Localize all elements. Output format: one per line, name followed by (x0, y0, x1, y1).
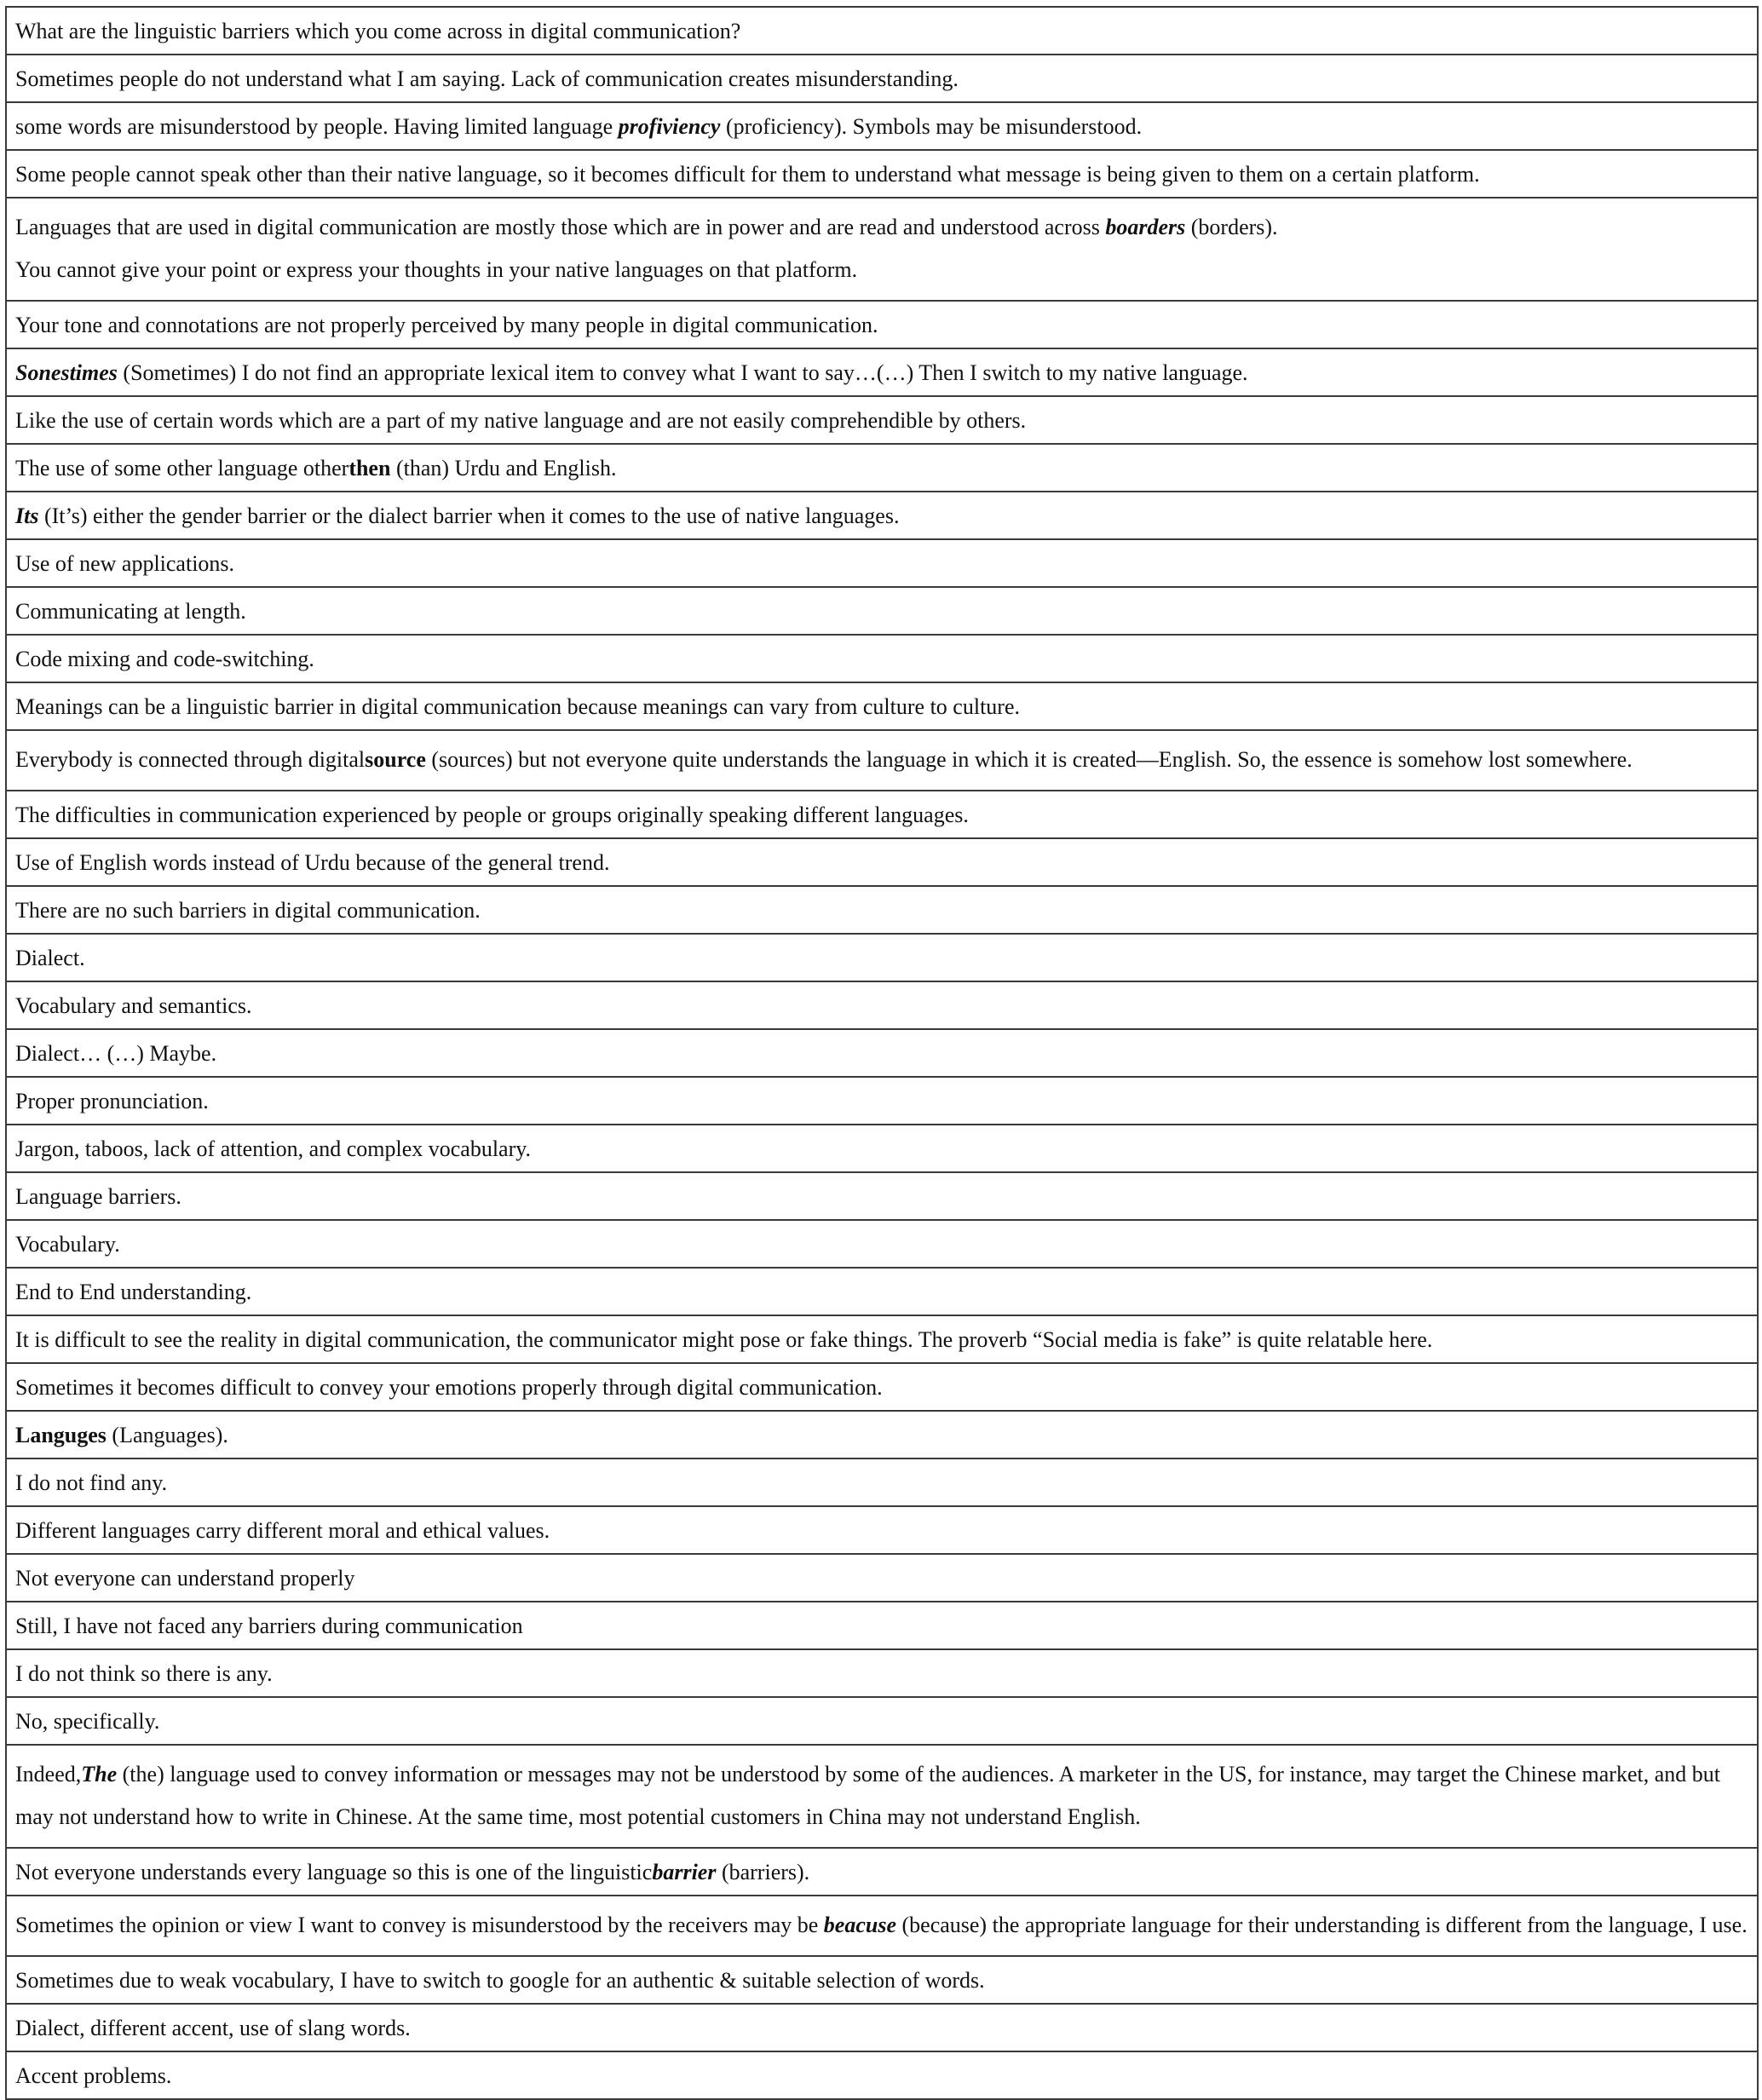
response-cell (6, 396, 1758, 444)
response-cell (6, 886, 1758, 934)
highlighted-term: barrier (652, 1860, 717, 1884)
response-text: Sometimes people do not understand what I am saying. Lack of communication creates misunderstanding. (15, 66, 959, 91)
response-text: Language barriers. (15, 1184, 181, 1209)
response-text: The difficulties in communication experienced by people or groups originally speaking different languages. (15, 803, 969, 827)
response-row (6, 791, 1758, 838)
response-row (6, 1697, 1758, 1745)
highlighted-term: Sonestimes (15, 360, 118, 385)
response-text: (borders). (1185, 215, 1278, 239)
response-row (6, 1506, 1758, 1554)
response-text: Communicating at length. (15, 599, 246, 624)
response-text: Use of new applications. (15, 551, 235, 576)
response-cell (6, 1411, 1758, 1458)
response-cell (6, 587, 1758, 635)
response-cell (6, 838, 1758, 886)
response-cell (6, 55, 1758, 102)
response-cell (6, 791, 1758, 838)
highlighted-term: Its (15, 503, 39, 528)
response-cell (6, 1848, 1758, 1896)
response-text: Like the use of certain words which are a part of my native language and are not easily comprehendible by others. (15, 408, 1027, 433)
response-row (6, 102, 1758, 150)
response-text: I do not find any. (15, 1470, 168, 1495)
response-text: Indeed, (15, 1762, 82, 1786)
response-row (6, 682, 1758, 730)
response-cell (6, 444, 1758, 492)
highlighted-term: boarders (1105, 215, 1186, 239)
response-text: (barriers). (716, 1860, 810, 1884)
response-text: (than) Urdu and English. (390, 456, 617, 480)
response-text: Still, I have not faced any barriers during communication (15, 1614, 523, 1638)
response-text: (Sometimes) I do not find an appropriate lexical item to convey what I want to say…(…) Then I switch to my native language. (117, 360, 1248, 385)
response-cell (6, 682, 1758, 730)
response-row (6, 2004, 1758, 2051)
response-text: Meanings can be a linguistic barrier in digital communication because meanings can vary from culture to culture. (15, 694, 1020, 719)
response-cell (6, 492, 1758, 539)
response-cell (6, 1697, 1758, 1745)
response-cell (6, 1172, 1758, 1220)
response-text: Your tone and connotations are not properly perceived by many people in digital communication. (15, 313, 878, 337)
response-text: (It’s) either the gender barrier or the dialect barrier when it comes to the use of native languages. (38, 503, 900, 528)
response-text: Sometimes the opinion or view I want to convey is misunderstood by the receivers may be (15, 1913, 824, 1937)
response-row (6, 1458, 1758, 1506)
highlighted-term: profiviency (618, 114, 721, 139)
response-row (6, 1745, 1758, 1848)
response-cell (6, 934, 1758, 981)
response-row (6, 587, 1758, 635)
response-text: Everybody is connected through digital (15, 747, 366, 772)
response-text: Languages that are used in digital communication are mostly those which are in power and are read and understood across (15, 215, 1106, 239)
response-row (6, 492, 1758, 539)
response-line (15, 206, 1748, 249)
response-cell (6, 1956, 1758, 2004)
response-cell (6, 1268, 1758, 1315)
response-text: Accent problems. (15, 2063, 172, 2088)
response-text: The use of some other language other (15, 456, 349, 480)
response-cell (6, 1649, 1758, 1697)
response-row (6, 1848, 1758, 1896)
response-text: Not everyone can understand properly (15, 1566, 355, 1591)
response-text: Not everyone understands every language so this is one of the linguistic (15, 1860, 653, 1884)
responses-table (5, 6, 1759, 2100)
response-text: Vocabulary. (15, 1232, 120, 1257)
response-cell (6, 2004, 1758, 2051)
highlighted-term: The (81, 1762, 118, 1786)
response-row (6, 396, 1758, 444)
response-text: Use of English words instead of Urdu because of the general trend. (15, 850, 610, 875)
response-row (6, 1029, 1758, 1077)
response-cell (6, 981, 1758, 1029)
response-row (6, 1315, 1758, 1363)
response-row (6, 1077, 1758, 1125)
response-row (6, 539, 1758, 587)
highlighted-term: source (365, 747, 426, 772)
response-row (6, 1956, 1758, 2004)
response-cell (6, 1745, 1758, 1848)
question-cell: What are the linguistic barriers which you come across in digital communication? (6, 7, 1758, 55)
response-row (6, 1602, 1758, 1649)
response-row (6, 730, 1758, 791)
response-cell (6, 1896, 1758, 1956)
response-text: There are no such barriers in digital communication. (15, 898, 481, 923)
response-text: Sometimes due to weak vocabulary, I have to switch to google for an authentic & suitable selection of words. (15, 1968, 985, 1993)
response-text: Some people cannot speak other than their native language, so it becomes difficult for them to understand what message is being given to them on a certain platform. (15, 162, 1480, 187)
response-row (6, 1268, 1758, 1315)
response-text: (proficiency). Symbols may be misunderstood. (720, 114, 1143, 139)
response-row (6, 635, 1758, 682)
response-text: Jargon, taboos, lack of attention, and complex vocabulary. (15, 1136, 532, 1161)
response-cell (6, 1077, 1758, 1125)
response-text: Proper pronunciation. (15, 1089, 209, 1113)
response-row (6, 1220, 1758, 1268)
response-text: (because) the appropriate language for their understanding is different from the language, I use. (896, 1913, 1748, 1937)
response-row (6, 838, 1758, 886)
response-row (6, 934, 1758, 981)
highlighted-term: then (348, 456, 391, 480)
response-text: Dialect. (15, 946, 85, 970)
response-cell (6, 539, 1758, 587)
response-cell (6, 1125, 1758, 1172)
response-cell (6, 1458, 1758, 1506)
response-cell (6, 1506, 1758, 1554)
response-cell (6, 348, 1758, 396)
response-cell (6, 102, 1758, 150)
response-cell (6, 635, 1758, 682)
response-text: I do not think so there is any. (15, 1661, 273, 1686)
response-cell (6, 1363, 1758, 1411)
response-row (6, 886, 1758, 934)
response-text: It is difficult to see the reality in digital communication, the communicator might pose or fake things. The proverb “Social media is fake” is quite relatable here. (15, 1327, 1433, 1352)
response-text: No, specifically. (15, 1709, 160, 1734)
table-body (6, 7, 1758, 2099)
response-text: (Languages). (106, 1423, 228, 1447)
response-text: (the) language used to convey information or messages may not be understood by some of the audiences. A marketer in the US, for instance, may target the Chinese market, and but may not understand how to write in Chinese. At the same time, most potential customers in China may not understand English. (15, 1762, 1720, 1829)
response-row (6, 1125, 1758, 1172)
response-cell (6, 150, 1758, 198)
response-line (15, 249, 1748, 291)
response-cell (6, 1315, 1758, 1363)
response-row (6, 444, 1758, 492)
response-row (6, 1896, 1758, 1956)
response-cell (6, 301, 1758, 348)
response-cell (6, 730, 1758, 791)
response-text: Code mixing and code-switching. (15, 647, 314, 671)
response-row (6, 1363, 1758, 1411)
response-cell (6, 1602, 1758, 1649)
response-cell (6, 1029, 1758, 1077)
response-row (6, 150, 1758, 198)
response-text: Dialect… (…) Maybe. (15, 1041, 217, 1066)
response-text: Different languages carry different moral and ethical values. (15, 1518, 550, 1543)
response-text: You cannot give your point or express your thoughts in your native languages on that platform. (15, 257, 858, 282)
response-row (6, 1411, 1758, 1458)
response-text: Dialect, different accent, use of slang words. (15, 2016, 411, 2040)
response-cell (6, 1220, 1758, 1268)
response-row (6, 198, 1758, 301)
highlighted-term: beacuse (823, 1913, 896, 1937)
response-row (6, 55, 1758, 102)
response-row (6, 348, 1758, 396)
response-text: some words are misunderstood by people. Having limited language (15, 114, 619, 139)
response-row (6, 1649, 1758, 1697)
response-text: Sometimes it becomes difficult to convey your emotions properly through digital communication. (15, 1375, 883, 1400)
response-row (6, 981, 1758, 1029)
response-cell (6, 1554, 1758, 1602)
response-row (6, 2051, 1758, 2099)
response-cell (6, 2051, 1758, 2099)
highlighted-term: Languges (15, 1423, 107, 1447)
response-row (6, 1172, 1758, 1220)
question-row (6, 7, 1758, 55)
response-text: (sources) but not everyone quite understands the language in which it is created—English. So, the essence is somehow lost somewhere. (425, 747, 1632, 772)
response-cell (6, 198, 1758, 301)
response-row (6, 1554, 1758, 1602)
response-row (6, 301, 1758, 348)
response-text: End to End understanding. (15, 1280, 252, 1304)
response-text: Vocabulary and semantics. (15, 993, 252, 1018)
